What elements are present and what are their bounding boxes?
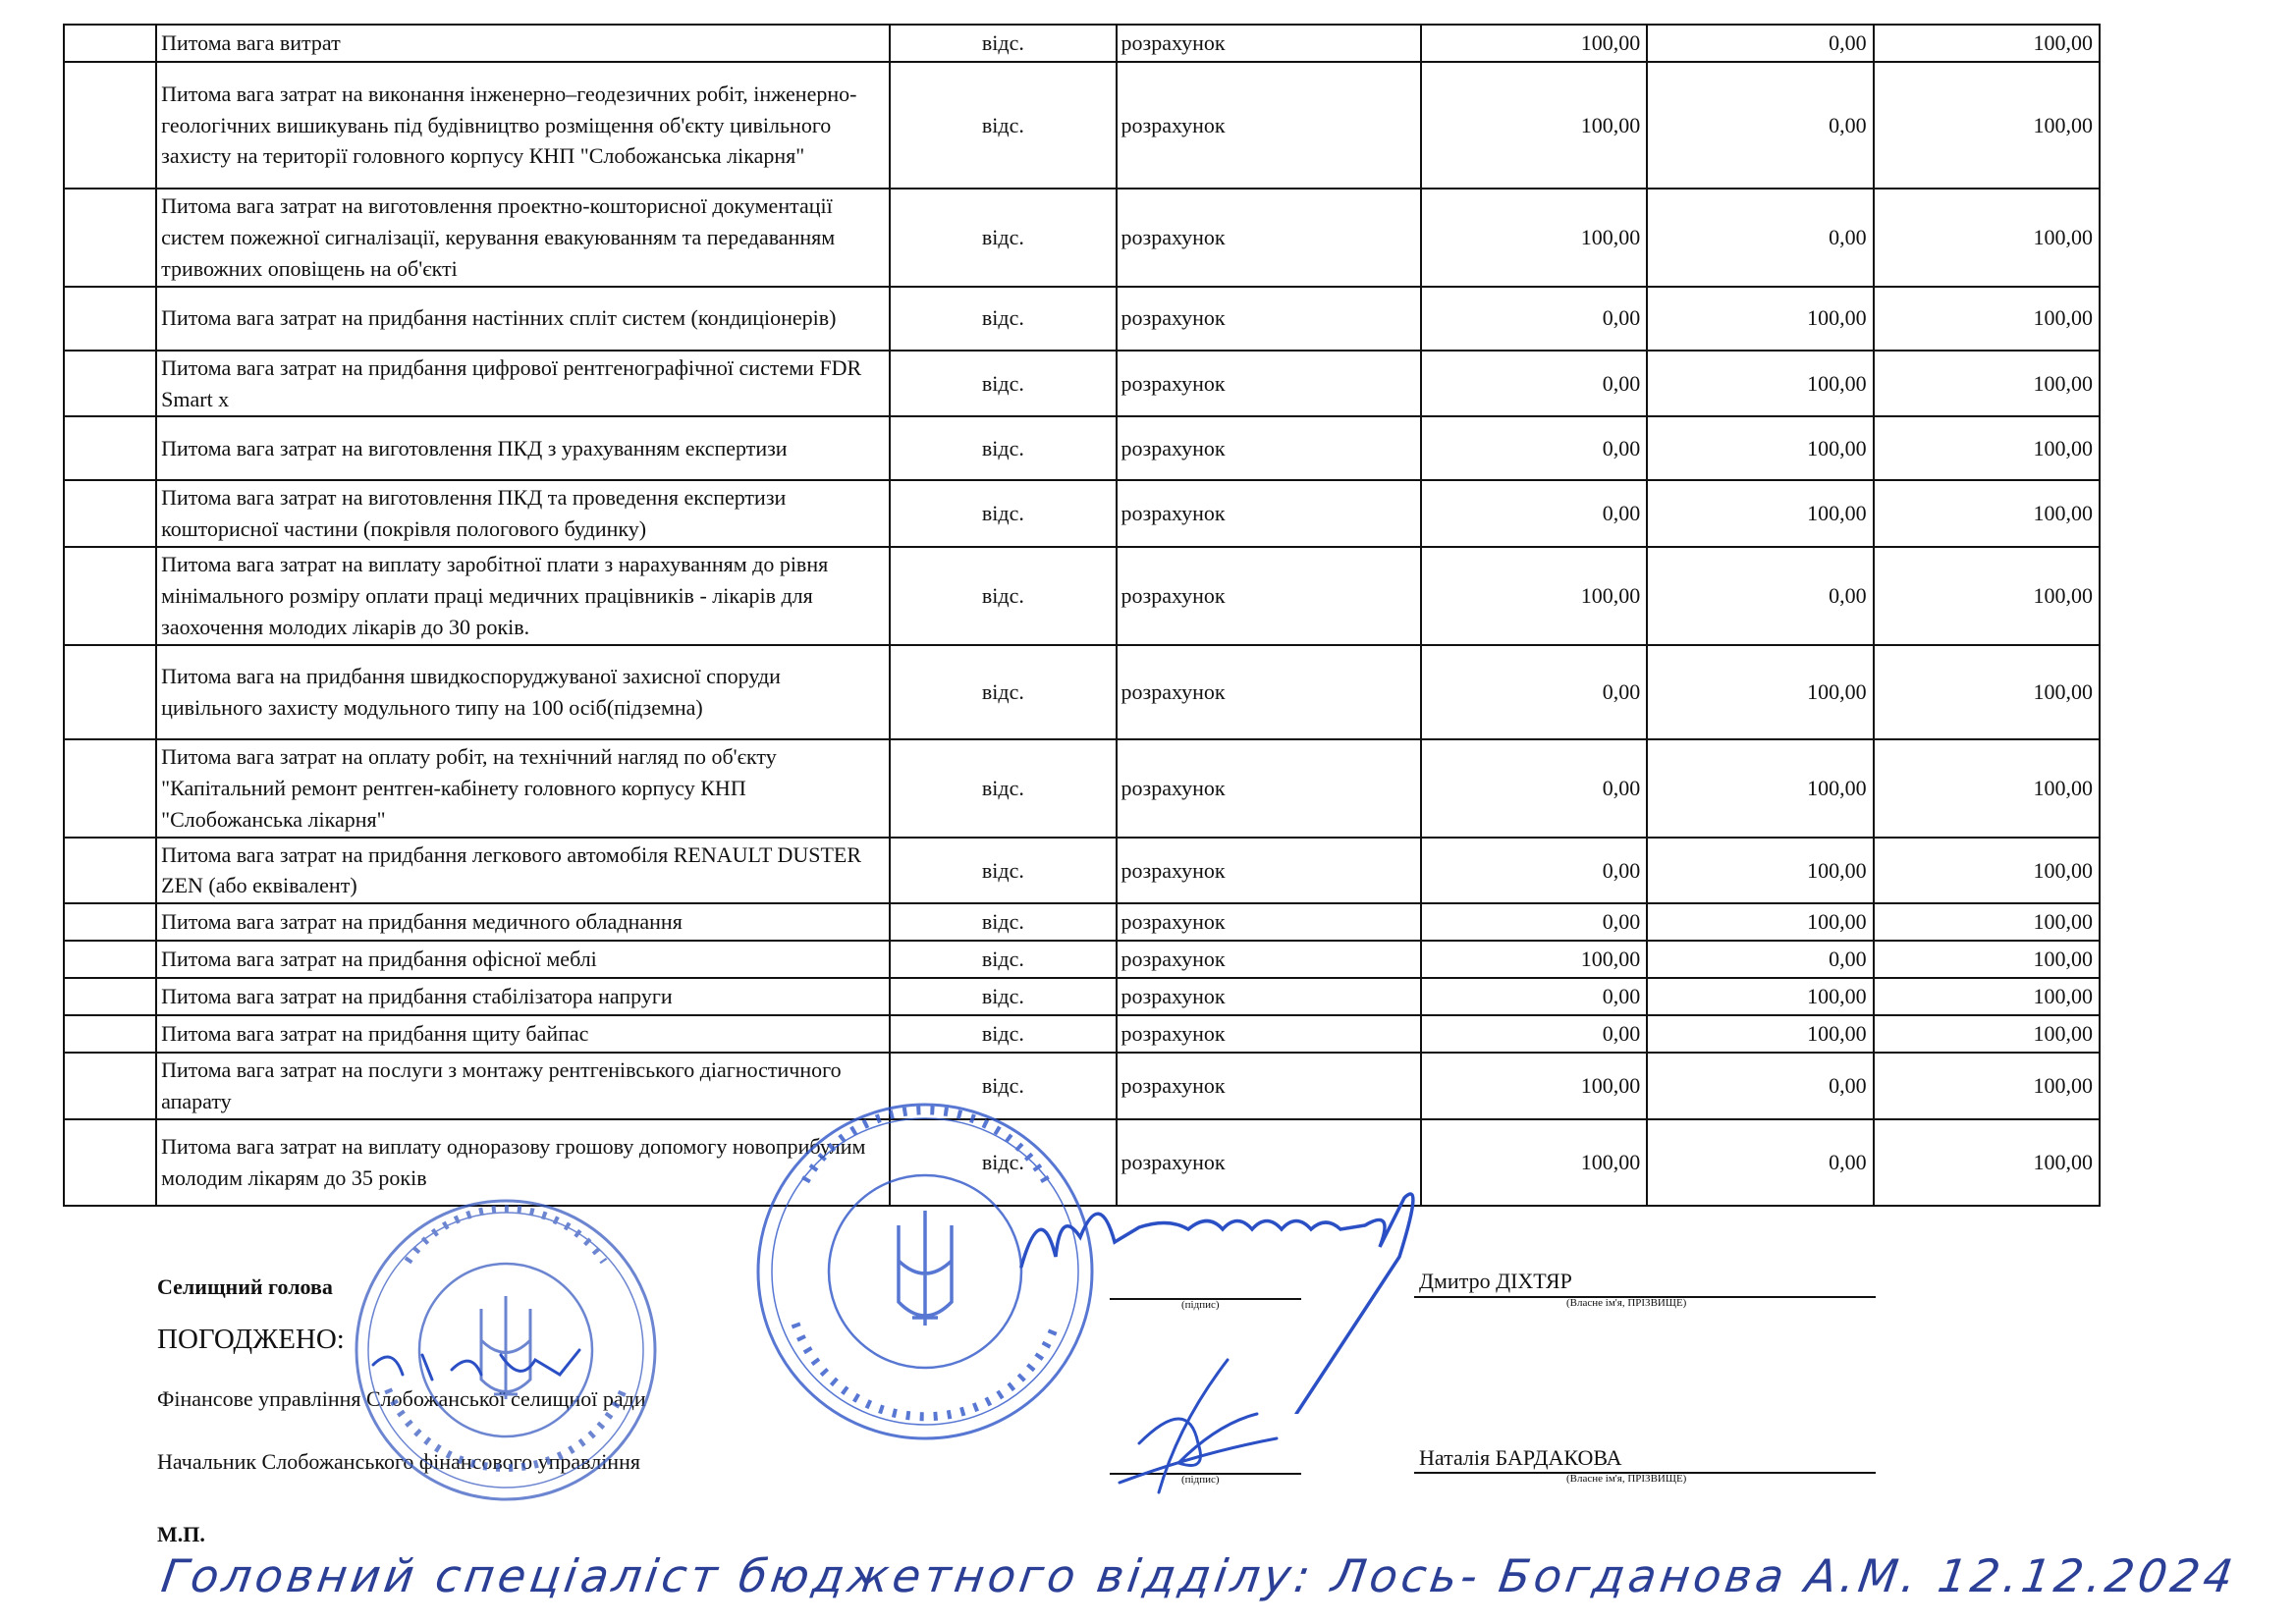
- unit-cell: відс.: [890, 978, 1116, 1015]
- value-2-cell: 100,00: [1647, 903, 1873, 941]
- indicator-name-cell: Питома вага затрат на оплату робіт, на технічний нагляд по об'єкту "Капітальний ремонт рентген-кабінету головного корпусу КНП "Слобожанська лікарня": [156, 739, 890, 838]
- source-cell: розрахунок: [1117, 62, 1421, 189]
- table-row: [64, 351, 2100, 417]
- unit-cell: відс.: [890, 189, 1116, 287]
- table-row: [64, 547, 2100, 645]
- indicator-name-cell: Питома вага затрат на придбання цифрової рентгенографічної системи FDR Smart x: [156, 351, 890, 417]
- indicator-name-cell: Питома вага на придбання швидкоспоруджуваної захисної споруди цивільного захисту модульного типу на 100 осіб(підземна): [156, 645, 890, 739]
- row-number-cell: [64, 1119, 156, 1206]
- mp-label: М.П.: [157, 1522, 205, 1546]
- value-3-cell: 100,00: [1874, 739, 2100, 838]
- source-cell: розрахунок: [1117, 287, 1421, 351]
- value-3-cell: 100,00: [1874, 480, 2100, 547]
- value-1-cell: 100,00: [1421, 1119, 1647, 1206]
- value-2-cell: 0,00: [1647, 62, 1873, 189]
- table-row: [64, 903, 2100, 941]
- unit-cell: відс.: [890, 287, 1116, 351]
- row-number-cell: [64, 739, 156, 838]
- value-3-cell: 100,00: [1874, 287, 2100, 351]
- table-row: [64, 25, 2100, 62]
- unit-cell: відс.: [890, 62, 1116, 189]
- value-3-cell: 100,00: [1874, 416, 2100, 480]
- value-2-cell: 0,00: [1647, 1053, 1873, 1119]
- value-2-cell: 100,00: [1647, 1015, 1873, 1053]
- source-cell: розрахунок: [1117, 1053, 1421, 1119]
- indicator-name-cell: Питома вага витрат: [156, 25, 890, 62]
- value-3-cell: 100,00: [1874, 978, 2100, 1015]
- finance-signature-caption: (підпис): [1181, 1474, 1220, 1486]
- value-1-cell: 100,00: [1421, 941, 1647, 978]
- finance-name-caption: (Власне ім'я, ПРІЗВИЩЕ): [1566, 1473, 1687, 1485]
- unit-cell: відс.: [890, 480, 1116, 547]
- value-3-cell: 100,00: [1874, 547, 2100, 645]
- row-number-cell: [64, 903, 156, 941]
- value-1-cell: 0,00: [1421, 645, 1647, 739]
- indicator-name-cell: Питома вага затрат на придбання легкового автомобіля RENAULT DUSTER ZEN (або еквівалент): [156, 838, 890, 904]
- row-number-cell: [64, 25, 156, 62]
- value-1-cell: 0,00: [1421, 838, 1647, 904]
- unit-cell: відс.: [890, 351, 1116, 417]
- unit-cell: відс.: [890, 25, 1116, 62]
- value-2-cell: 100,00: [1647, 480, 1873, 547]
- table-row: [64, 480, 2100, 547]
- value-1-cell: 0,00: [1421, 287, 1647, 351]
- row-number-cell: [64, 1015, 156, 1053]
- value-2-cell: 100,00: [1647, 645, 1873, 739]
- row-number-cell: [64, 480, 156, 547]
- row-number-cell: [64, 978, 156, 1015]
- source-cell: розрахунок: [1117, 645, 1421, 739]
- value-1-cell: 100,00: [1421, 1053, 1647, 1119]
- unit-cell: відс.: [890, 645, 1116, 739]
- row-number-cell: [64, 62, 156, 189]
- source-cell: розрахунок: [1117, 416, 1421, 480]
- source-cell: розрахунок: [1117, 1015, 1421, 1053]
- indicator-name-cell: Питома вага затрат на придбання стабілізатора напруги: [156, 978, 890, 1015]
- value-1-cell: 100,00: [1421, 25, 1647, 62]
- value-3-cell: 100,00: [1874, 903, 2100, 941]
- value-2-cell: 100,00: [1647, 739, 1873, 838]
- indicator-name-cell: Питома вага затрат на послуги з монтажу рентгенівського діагностичного апарату: [156, 1053, 890, 1119]
- approval-initials: [363, 1335, 589, 1394]
- value-3-cell: 100,00: [1874, 941, 2100, 978]
- table-row: [64, 1053, 2100, 1119]
- head-signature-caption: (підпис): [1181, 1299, 1220, 1311]
- value-1-cell: 0,00: [1421, 416, 1647, 480]
- source-cell: розрахунок: [1117, 838, 1421, 904]
- table-row: [64, 739, 2100, 838]
- source-cell: розрахунок: [1117, 978, 1421, 1015]
- handwritten-note: Головний спеціаліст бюджетного відділу: Лось- Богданова А.М. 12.12.2024: [158, 1549, 2240, 1602]
- value-3-cell: 100,00: [1874, 645, 2100, 739]
- unit-cell: відс.: [890, 416, 1116, 480]
- indicator-name-cell: Питома вага затрат на придбання офісної меблі: [156, 941, 890, 978]
- head-name: Дмитро ДІХТЯР: [1419, 1269, 1572, 1293]
- finance-dept: Фінансове управління Слобожанської селищної ради: [157, 1386, 646, 1411]
- value-1-cell: 0,00: [1421, 903, 1647, 941]
- value-3-cell: 100,00: [1874, 1053, 2100, 1119]
- table-row: [64, 287, 2100, 351]
- value-2-cell: 100,00: [1647, 287, 1873, 351]
- source-cell: розрахунок: [1117, 739, 1421, 838]
- source-cell: розрахунок: [1117, 480, 1421, 547]
- value-1-cell: 100,00: [1421, 62, 1647, 189]
- value-3-cell: 100,00: [1874, 1119, 2100, 1206]
- row-number-cell: [64, 645, 156, 739]
- value-1-cell: 0,00: [1421, 1015, 1647, 1053]
- indicator-name-cell: Питома вага затрат на виконання інженерно–геодезичних робіт, інженерно-геологічних вишикувань під будівництво розміщення об'єкту цивільного захисту на території головного корпусу КНП "Слобожанська лікарня": [156, 62, 890, 189]
- indicator-name-cell: Питома вага затрат на виплату заробітної плати з нарахуванням до рівня мінімального розміру оплати праці медичних працівників - лікарів для заохочення молодих лікарів до 30 років.: [156, 547, 890, 645]
- indicator-name-cell: Питома вага затрат на придбання щиту байпас: [156, 1015, 890, 1053]
- value-2-cell: 0,00: [1647, 547, 1873, 645]
- value-1-cell: 0,00: [1421, 351, 1647, 417]
- value-1-cell: 0,00: [1421, 480, 1647, 547]
- source-cell: розрахунок: [1117, 189, 1421, 287]
- indicator-name-cell: Питома вага затрат на виготовлення ПКД та проведення експертизи кошторисної частини (покрівля пологового будинку): [156, 480, 890, 547]
- value-1-cell: 100,00: [1421, 189, 1647, 287]
- value-2-cell: 0,00: [1647, 189, 1873, 287]
- row-number-cell: [64, 547, 156, 645]
- table-row: [64, 1119, 2100, 1206]
- head-title: Селищний голова: [157, 1274, 333, 1299]
- value-3-cell: 100,00: [1874, 838, 2100, 904]
- row-number-cell: [64, 1053, 156, 1119]
- value-3-cell: 100,00: [1874, 189, 2100, 287]
- head-name-caption: (Власне ім'я, ПРІЗВИЩЕ): [1566, 1297, 1687, 1309]
- value-2-cell: 0,00: [1647, 941, 1873, 978]
- indicators-table: [63, 24, 2101, 1207]
- source-cell: розрахунок: [1117, 547, 1421, 645]
- value-2-cell: 100,00: [1647, 838, 1873, 904]
- indicator-name-cell: Питома вага затрат на придбання медичного обладнання: [156, 903, 890, 941]
- finance-name: Наталія БАРДАКОВА: [1419, 1445, 1622, 1470]
- source-cell: розрахунок: [1117, 1119, 1421, 1206]
- value-2-cell: 0,00: [1647, 25, 1873, 62]
- unit-cell: відс.: [890, 547, 1116, 645]
- source-cell: розрахунок: [1117, 25, 1421, 62]
- table-row: [64, 62, 2100, 189]
- indicator-name-cell: Питома вага затрат на виготовлення проектно-кошторисної документації систем пожежної сигналізації, керування евакуюванням та передаванням тривожних оповіщень на об'єкті: [156, 189, 890, 287]
- table-row: [64, 978, 2100, 1015]
- source-cell: розрахунок: [1117, 941, 1421, 978]
- source-cell: розрахунок: [1117, 903, 1421, 941]
- table-row: [64, 1015, 2100, 1053]
- row-number-cell: [64, 287, 156, 351]
- unit-cell: відс.: [890, 903, 1116, 941]
- table-row: [64, 416, 2100, 480]
- row-number-cell: [64, 838, 156, 904]
- value-2-cell: 0,00: [1647, 1119, 1873, 1206]
- value-1-cell: 0,00: [1421, 978, 1647, 1015]
- unit-cell: відс.: [890, 838, 1116, 904]
- table-row: [64, 189, 2100, 287]
- value-3-cell: 100,00: [1874, 351, 2100, 417]
- agreed-label: ПОГОДЖЕНО:: [157, 1324, 345, 1355]
- table-row: [64, 838, 2100, 904]
- row-number-cell: [64, 189, 156, 287]
- value-2-cell: 100,00: [1647, 351, 1873, 417]
- unit-cell: відс.: [890, 1053, 1116, 1119]
- indicator-name-cell: Питома вага затрат на придбання настінних спліт систем (кондиціонерів): [156, 287, 890, 351]
- value-3-cell: 100,00: [1874, 25, 2100, 62]
- row-number-cell: [64, 941, 156, 978]
- source-cell: розрахунок: [1117, 351, 1421, 417]
- unit-cell: відс.: [890, 941, 1116, 978]
- value-3-cell: 100,00: [1874, 1015, 2100, 1053]
- row-number-cell: [64, 416, 156, 480]
- indicator-name-cell: Питома вага затрат на виготовлення ПКД з урахуванням експертизи: [156, 416, 890, 480]
- indicator-name-cell: Питома вага затрат на виплату одноразову грошову допомогу новоприбулим молодим лікарям до 35 років: [156, 1119, 890, 1206]
- unit-cell: відс.: [890, 1119, 1116, 1206]
- value-1-cell: 100,00: [1421, 547, 1647, 645]
- value-1-cell: 0,00: [1421, 739, 1647, 838]
- table-row: [64, 645, 2100, 739]
- unit-cell: відс.: [890, 1015, 1116, 1053]
- value-2-cell: 100,00: [1647, 416, 1873, 480]
- row-number-cell: [64, 351, 156, 417]
- value-3-cell: 100,00: [1874, 62, 2100, 189]
- finance-head-title: Начальник Слобожанського фінансового управління: [157, 1449, 640, 1474]
- unit-cell: відс.: [890, 739, 1116, 838]
- value-2-cell: 100,00: [1647, 978, 1873, 1015]
- table-row: [64, 941, 2100, 978]
